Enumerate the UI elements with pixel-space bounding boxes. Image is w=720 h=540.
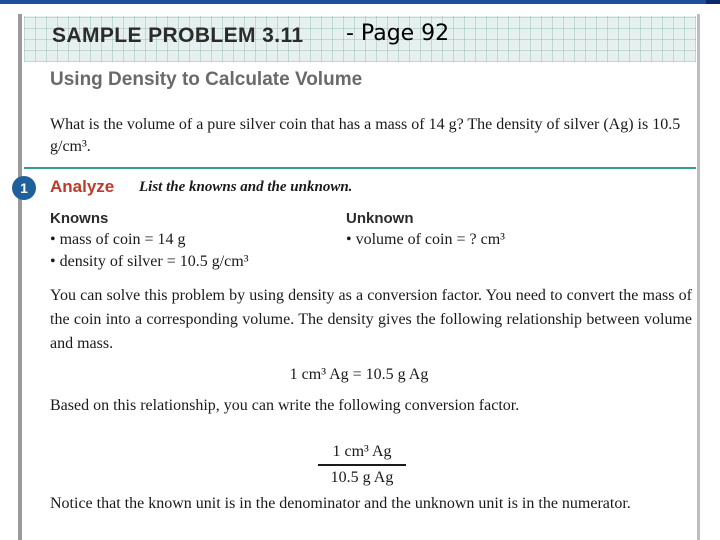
known-item: • density of silver = 10.5 g/cm³ (50, 253, 249, 270)
problem-question: What is the volume of a pure silver coin that has a mass of 14 g? The density of silver (Ag) is 10.5 g/cm³. (50, 116, 681, 155)
explanation-paragraph: You can solve this problem by using density as a conversion factor. You need to convert the mass of the coin into a corresponding volume. The density gives the following relationship between volume and mass. (50, 287, 692, 352)
fraction-denominator: 10.5 g Ag (330, 468, 394, 486)
unknown-heading: Unknown (346, 210, 414, 227)
right-border (697, 14, 700, 540)
step-number-badge: 1 (12, 176, 36, 200)
step-instruction: List the knowns and the unknown. (139, 179, 353, 195)
page-label: - Page 92 (346, 21, 450, 46)
conversion-paragraph: Based on this relationship, you can write the following conversion factor. (50, 397, 520, 414)
textbook-page (18, 14, 700, 540)
known-item: • mass of coin = 14 g (50, 231, 186, 248)
fraction-bar (318, 464, 406, 466)
relationship-equation: 1 cm³ Ag = 10.5 g Ag (289, 366, 429, 383)
top-rule (0, 0, 720, 4)
unknown-item: • volume of coin = ? cm³ (346, 231, 505, 248)
problem-title: Using Density to Calculate Volume (50, 69, 363, 90)
step-label: Analyze (50, 177, 115, 196)
notice-paragraph: Notice that the known unit is in the denominator and the unknown unit is in the numerator. (50, 495, 631, 512)
left-border (18, 14, 22, 540)
header-title: SAMPLE PROBLEM 3.11 (52, 24, 304, 47)
fraction-numerator: 1 cm³ Ag (332, 443, 392, 460)
section-divider (24, 167, 696, 169)
header-band (24, 16, 696, 62)
knowns-heading: Knowns (50, 210, 109, 227)
conversion-factor (318, 442, 406, 488)
